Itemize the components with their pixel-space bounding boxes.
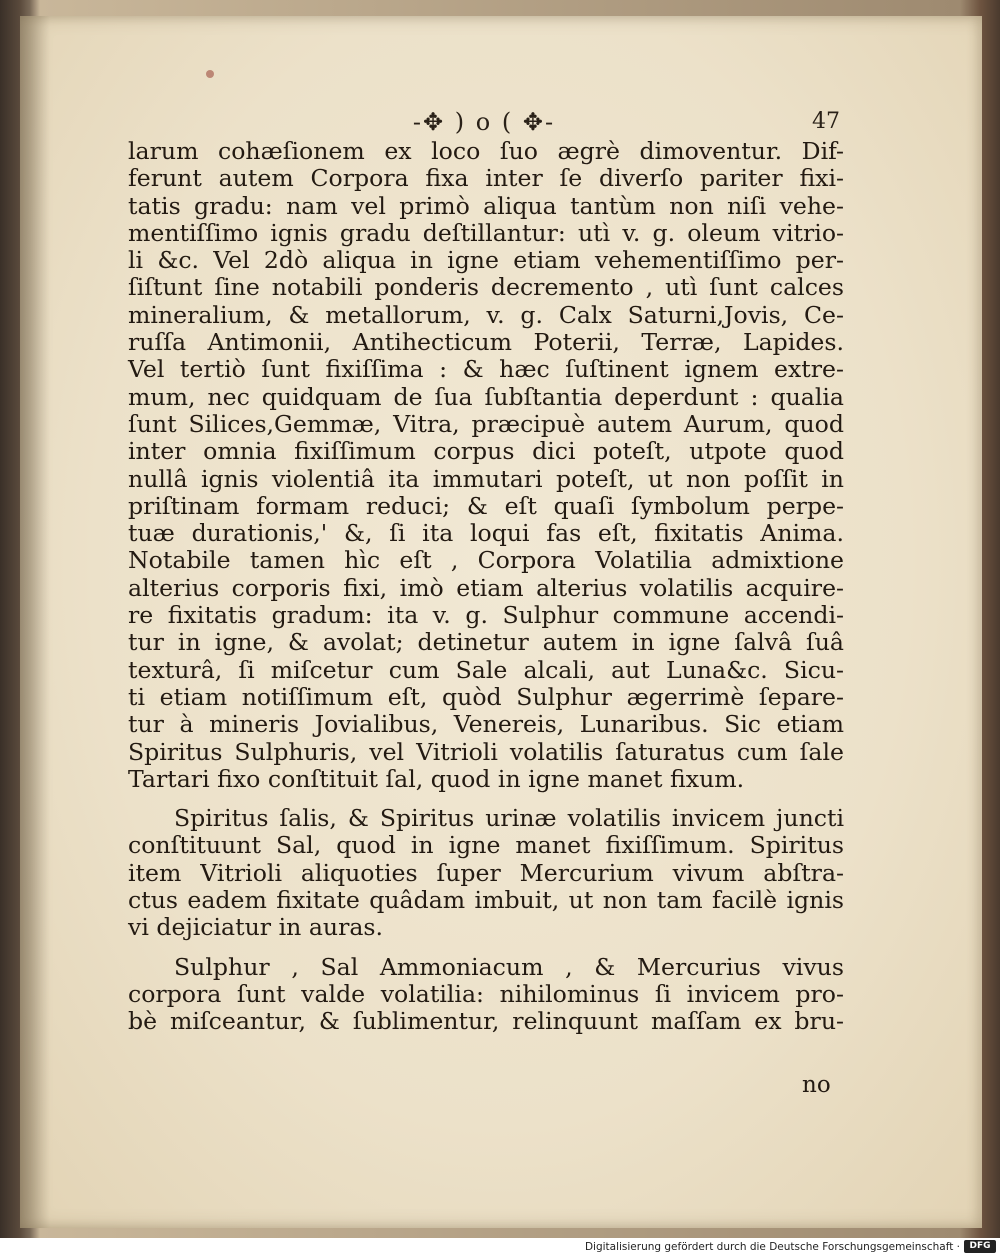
paragraph (128, 805, 844, 941)
text-line: larum cohæſionem ex loco ſuo ægrè dimoventur. Dif- (128, 137, 844, 165)
text-line: ſunt Silices,Gemmæ, Vitra, præcipuè autem Aurum, quod (128, 409, 844, 438)
text-line: ctus eadem fixitate quâdam imbuit, ut non tam facilè ignis (128, 886, 844, 915)
text-line: tuæ durationis,' &, ſi ita loqui fas eſt, fixitatis Anima. (128, 519, 844, 548)
text-line: corpora ſunt valde volatilia: nihilominus ſi invicem pro- (128, 979, 844, 1008)
spine-shadow (20, 16, 50, 1228)
text-line: ſiſtunt ſine notabili ponderis decremento , utì ſunt calces (128, 273, 844, 302)
catchword: no (802, 1072, 831, 1098)
ink-spot (206, 70, 214, 78)
digitization-footer (0, 1238, 1000, 1256)
text-line: re fixitatis gradum: ita v. g. Sulphur commune accendi- (128, 601, 844, 630)
header-ornament: -✥ ) o ( ✥- (412, 108, 556, 136)
text-line: Sulphur , Sal Ammoniacum , & Mercurius vivus (174, 952, 844, 981)
scanned-page (20, 16, 982, 1228)
text-line: item Vitrioli aliquoties ſuper Mercurium vivum abſtra- (128, 858, 844, 887)
text-line: ferunt autem Corpora fixa inter ſe diverſo pariter fixi- (128, 164, 844, 193)
text-line: bè miſceantur, & ſublimentur, relinquunt maſſam ex bru- (128, 1007, 844, 1036)
text-line: Tartari fixo conſtituit ſal, quod in igne manet fixum. (128, 764, 745, 793)
footer-credit: Digitalisierung gefördert durch die Deutsche Forschungsgemeinschaft · (584, 1241, 960, 1253)
text-line: mum, nec quidquam de ſua ſubſtantia deperdunt : qualia (128, 382, 844, 411)
page-number: 47 (812, 109, 840, 134)
text-line: tur à mineris Jovialibus, Venereis, Lunaribus. Sic etiam (128, 710, 844, 739)
text-line: Notabile tamen hìc eſt , Corpora Volatilia admixtione (128, 546, 844, 575)
text-line: alterius corporis fixi, imò etiam alterius volatilis acquire- (128, 573, 844, 602)
text-line: vi dejiciatur in auras. (128, 913, 384, 942)
text-line: tur in igne, & avolat; detinetur autem in igne ſalvâ ſuâ (128, 628, 844, 657)
text-line: tatis gradu: nam vel primò aliqua tantùm non niſi vehe- (128, 191, 844, 220)
text-line: mineralium, & metallorum, v. g. Calx Saturni,Jovis, Ce- (128, 300, 844, 329)
text-line: mentiſſimo ignis gradu deſtillantur: utì v. g. oleum vitrio- (128, 218, 844, 247)
text-line: priſtinam formam reduci; & eſt quaſi ſymbolum perpe- (128, 491, 844, 520)
text-line: li &c. Vel 2dò aliqua in igne etiam vehementiſſimo per- (128, 246, 844, 275)
dfg-logo: DFG (964, 1240, 996, 1253)
paragraph (128, 954, 844, 1036)
body-text (128, 138, 844, 1036)
text-line: Spiritus Sulphuris, vel Vitrioli volatilis ſaturatus cum ſale (128, 737, 844, 766)
paragraph (128, 138, 844, 793)
text-line: nullâ ignis violentiâ ita immutari poteſt, ut non poſſit in (128, 464, 844, 493)
text-line: conſtituunt Sal, quod in igne manet fixiſſimum. Spiritus (128, 831, 844, 860)
text-line: ti etiam notiſſimum eſt, quòd Sulphur ægerrimè ſepare- (128, 682, 844, 711)
page-header (20, 104, 982, 140)
text-line: Spiritus ſalis, & Spiritus urinæ volatilis invicem juncti (174, 804, 844, 833)
text-line: Vel tertiò ſunt fixiſſima : & hæc ſuſtinent ignem extre- (128, 355, 844, 384)
text-line: ruſſa Antimonii, Antihecticum Poterii, Terræ, Lapides. (128, 328, 844, 357)
text-line: texturâ, ſi miſcetur cum Sale alcali, aut Luna&c. Sicu- (128, 655, 844, 684)
text-line: inter omnia fixiſſimum corpus dici poteſt, utpote quod (128, 437, 844, 466)
